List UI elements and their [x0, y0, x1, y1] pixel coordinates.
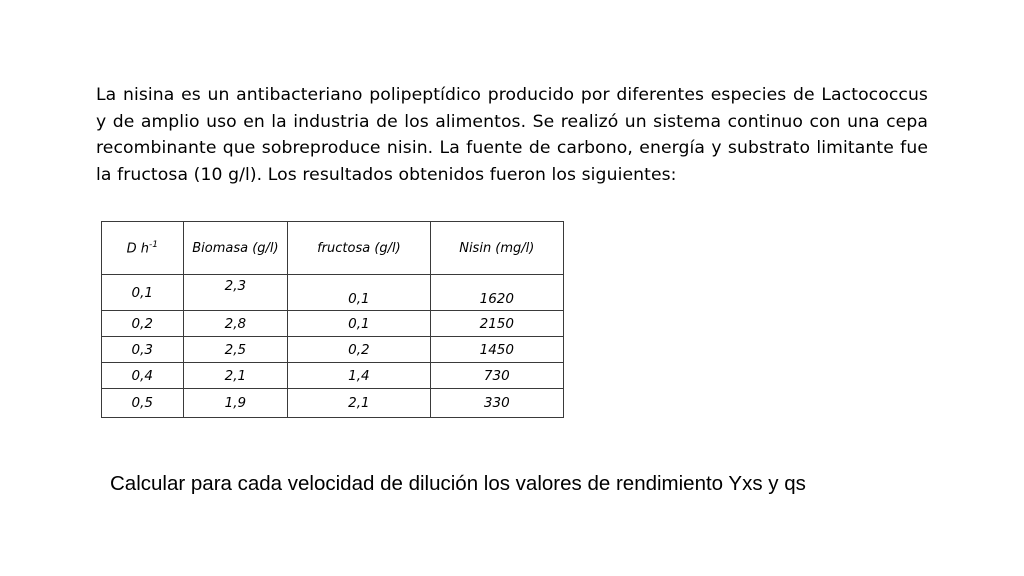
header-dilution-exponent: -1 — [148, 239, 158, 250]
table-header-row — [102, 222, 564, 275]
cell-fructosa: 0,2 — [288, 337, 430, 363]
results-table — [101, 221, 564, 418]
table-row — [102, 389, 564, 418]
cell-dilution: 0,3 — [102, 337, 184, 363]
cell-nisin: 330 — [430, 389, 563, 418]
header-biomasa: Biomasa (g/l) — [183, 222, 288, 275]
cell-biomasa: 2,1 — [183, 363, 288, 389]
cell-biomasa: 1,9 — [183, 389, 288, 418]
cell-fructosa: 0,1 — [288, 275, 430, 311]
cell-fructosa: 2,1 — [288, 389, 430, 418]
header-fructosa: fructosa (g/l) — [288, 222, 430, 275]
header-dilution-rate — [102, 222, 184, 275]
intro-paragraph: La nisina es un antibacteriano polipeptídico producido por diferentes especies de Lactococcus y de amplio uso en la industria de los alimentos. Se realizó un sistema continuo con una cepa recombinante que sobreproduce nisin. La fuente de carbono, energía y substrato limitante fue la fructosa (10 g/l). Los resultados obtenidos fueron los siguientes: — [96, 85, 928, 185]
cell-nisin: 1620 — [430, 275, 563, 311]
task-instruction: Calcular para cada velocidad de dilución los valores de rendimiento Yxs y qs — [110, 472, 806, 495]
cell-dilution: 0,5 — [102, 389, 184, 418]
cell-biomasa: 2,8 — [183, 311, 288, 337]
header-nisin: Nisin (mg/l) — [430, 222, 563, 275]
cell-nisin: 1450 — [430, 337, 563, 363]
cell-nisin: 2150 — [430, 311, 563, 337]
cell-fructosa: 0,1 — [288, 311, 430, 337]
table-row — [102, 337, 564, 363]
cell-biomasa: 2,3 — [183, 275, 288, 311]
table-row — [102, 275, 564, 311]
cell-dilution: 0,1 — [102, 275, 184, 311]
cell-biomasa: 2,5 — [183, 337, 288, 363]
table-row — [102, 311, 564, 337]
cell-nisin: 730 — [430, 363, 563, 389]
cell-dilution: 0,2 — [102, 311, 184, 337]
cell-dilution: 0,4 — [102, 363, 184, 389]
cell-fructosa: 1,4 — [288, 363, 430, 389]
table-row — [102, 363, 564, 389]
header-dilution-base: D h — [126, 241, 149, 257]
